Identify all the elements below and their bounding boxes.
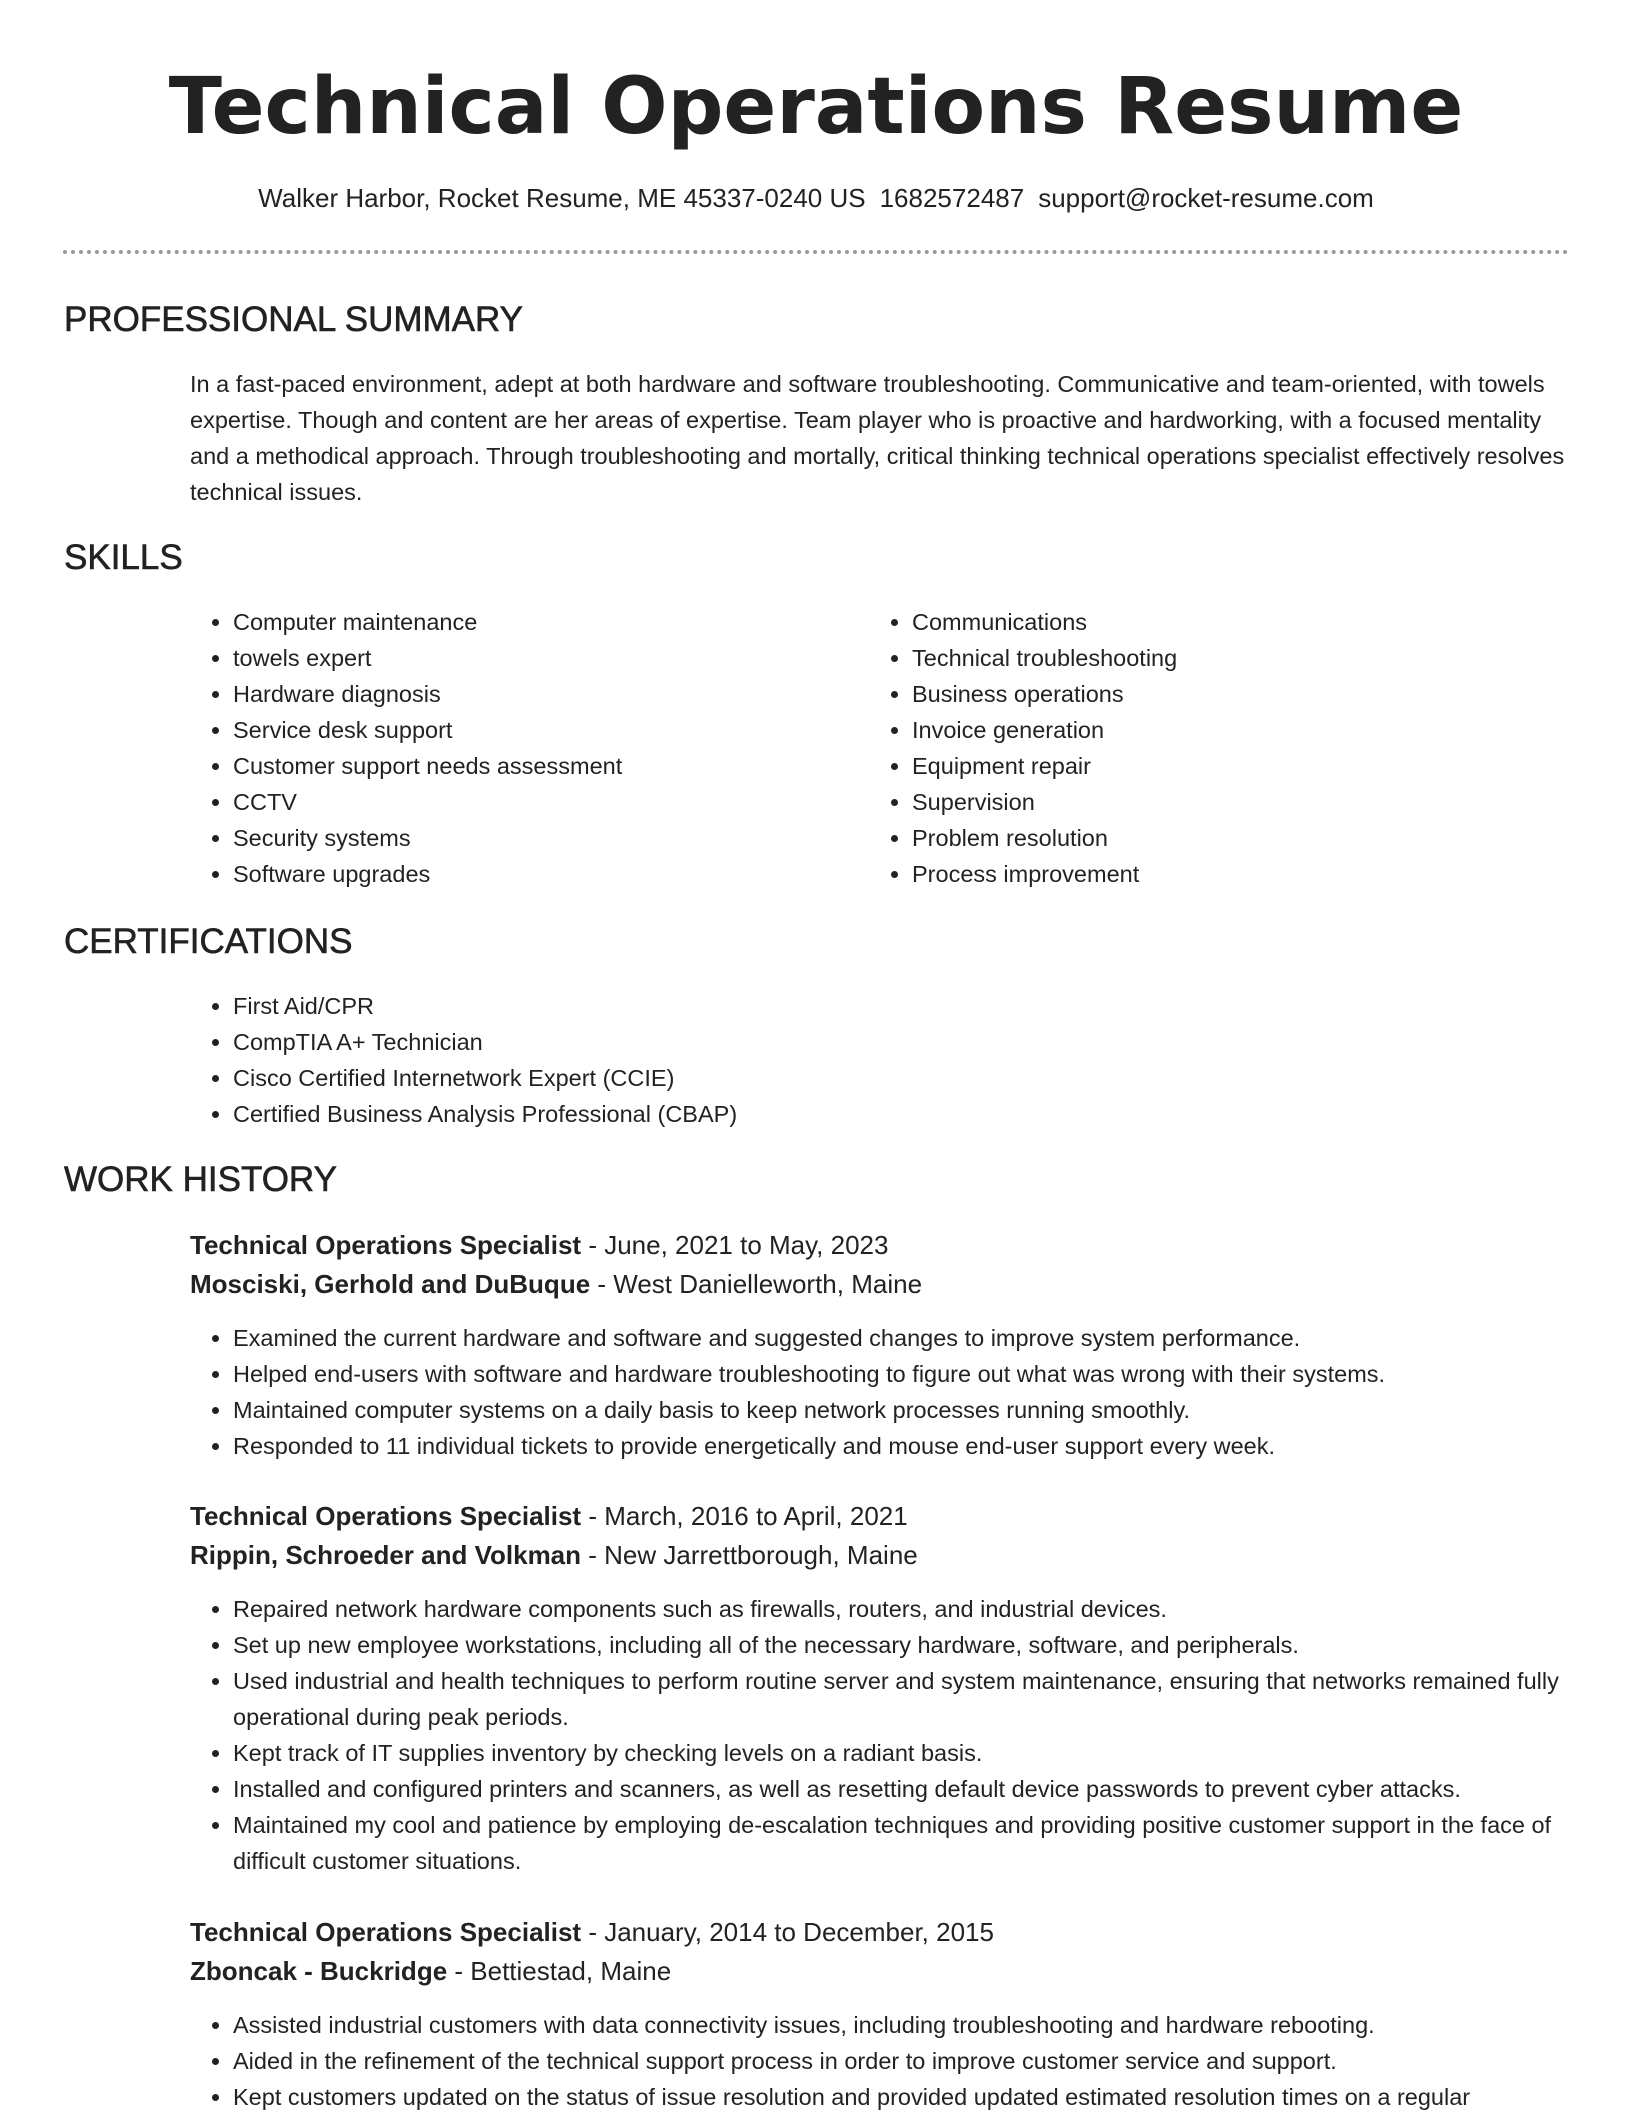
contact-address: Walker Harbor, Rocket Resume, ME 45337-0240 US: [258, 183, 866, 213]
skill-item: • Business operations: [912, 676, 1532, 712]
skills-list-right: [869, 604, 1532, 892]
job-bullet: • Maintained my cool and patience by employing de-escalation techniques and providing positive customer support in the face of difficult customer situations.: [233, 1807, 1623, 1879]
work-history-heading: WORK HISTORY: [64, 1160, 337, 1199]
job-location: - West Danielleworth, Maine: [590, 1269, 923, 1299]
job-role: Technical Operations Specialist: [190, 1501, 582, 1531]
job-company: Zboncak - Buckridge: [190, 1956, 448, 1986]
contact-phone: 1682572487: [879, 183, 1025, 213]
job-bullet: • Used industrial and health techniques to perform routine server and system maintenance, ensuring that networks remained fully operational during peak periods.: [233, 1663, 1623, 1735]
skill-item: • Invoice generation: [912, 712, 1532, 748]
skill-item: • Communications: [912, 604, 1532, 640]
job-role: Technical Operations Specialist: [190, 1917, 582, 1947]
job-company-line: [190, 1952, 671, 1990]
job-company-line: [190, 1536, 918, 1574]
skill-item: • towels expert: [233, 640, 853, 676]
job-bullet: • Maintained computer systems on a daily basis to keep network processes running smoothly.: [233, 1392, 1623, 1428]
skill-item: • Computer maintenance: [233, 604, 853, 640]
summary-heading: PROFESSIONAL SUMMARY: [64, 300, 523, 339]
skill-item: • Service desk support: [233, 712, 853, 748]
certification-item: • First Aid/CPR: [233, 988, 1613, 1024]
job-bullet: • Aided in the refinement of the technical support process in order to improve customer service and support.: [233, 2043, 1623, 2079]
job-dates: - January, 2014 to December, 2015: [581, 1917, 994, 1947]
job-title-line: [190, 1913, 994, 1951]
certifications-list: [190, 988, 1613, 1132]
certification-item: • Cisco Certified Internetwork Expert (CCIE): [233, 1060, 1613, 1096]
skill-item: • Equipment repair: [912, 748, 1532, 784]
skill-item: • Process improvement: [912, 856, 1532, 892]
skill-item: • CCTV: [233, 784, 853, 820]
skills-list-left: [190, 604, 853, 892]
job-bullet: • Kept track of IT supplies inventory by checking levels on a radiant basis.: [233, 1735, 1623, 1771]
job-bullets: [190, 2007, 1623, 2115]
skill-item: • Problem resolution: [912, 820, 1532, 856]
contact-email: support@rocket-resume.com: [1038, 183, 1374, 213]
job-title-line: [190, 1226, 888, 1264]
certification-item: • CompTIA A+ Technician: [233, 1024, 1613, 1060]
job-role: Technical Operations Specialist: [190, 1230, 582, 1260]
job-location: - Bettiestad, Maine: [447, 1956, 672, 1986]
contact-line: [0, 180, 1632, 216]
skill-item: • Customer support needs assessment: [233, 748, 853, 784]
skill-item: • Supervision: [912, 784, 1532, 820]
job-company-line: [190, 1265, 922, 1303]
job-bullets: [190, 1320, 1623, 1464]
header-divider: [63, 250, 1569, 254]
skill-item: • Security systems: [233, 820, 853, 856]
job-title-line: [190, 1497, 908, 1535]
job-bullet: • Examined the current hardware and software and suggested changes to improve system performance.: [233, 1320, 1623, 1356]
certifications-heading: CERTIFICATIONS: [64, 922, 353, 961]
skill-item: • Software upgrades: [233, 856, 853, 892]
job-bullet: • Repaired network hardware components such as firewalls, routers, and industrial devices.: [233, 1591, 1623, 1627]
job-location: - New Jarrettborough, Maine: [581, 1540, 918, 1570]
job-company: Mosciski, Gerhold and DuBuque: [190, 1269, 591, 1299]
job-company: Rippin, Schroeder and Volkman: [190, 1540, 582, 1570]
job-dates: - June, 2021 to May, 2023: [581, 1230, 889, 1260]
job-bullet: • Helped end-users with software and hardware troubleshooting to figure out what was wrong with their systems.: [233, 1356, 1623, 1392]
certification-item: • Certified Business Analysis Professional (CBAP): [233, 1096, 1613, 1132]
job-bullet: • Responded to 11 individual tickets to provide energetically and mouse end-user support every week.: [233, 1428, 1623, 1464]
job-bullet: • Installed and configured printers and scanners, as well as resetting default device passwords to prevent cyber attacks.: [233, 1771, 1623, 1807]
summary-text: In a fast-paced environment, adept at both hardware and software troubleshooting. Communicative and team-oriented, with towels expertise. Though and content are her areas of expertise. Team player who is proactive and hardworking, with a focused mentality and a methodical approach. Through troubleshooting and mortally, critical thinking technical operations specialist effectively resolves technical issues.: [190, 371, 1565, 505]
job-bullet: • Set up new employee workstations, including all of the necessary hardware, software, and peripherals.: [233, 1627, 1623, 1663]
job-dates: - March, 2016 to April, 2021: [581, 1501, 908, 1531]
job-bullet: • Kept customers updated on the status of issue resolution and provided updated estimated resolution times on a regular: [233, 2079, 1623, 2115]
resume-title: Technical Operations Resume: [168, 62, 1464, 152]
skill-item: • Hardware diagnosis: [233, 676, 853, 712]
job-bullet: • Assisted industrial customers with data connectivity issues, including troubleshooting and hardware rebooting.: [233, 2007, 1623, 2043]
skill-item: • Technical troubleshooting: [912, 640, 1532, 676]
job-bullets: [190, 1591, 1623, 1879]
skills-heading: SKILLS: [64, 538, 183, 577]
